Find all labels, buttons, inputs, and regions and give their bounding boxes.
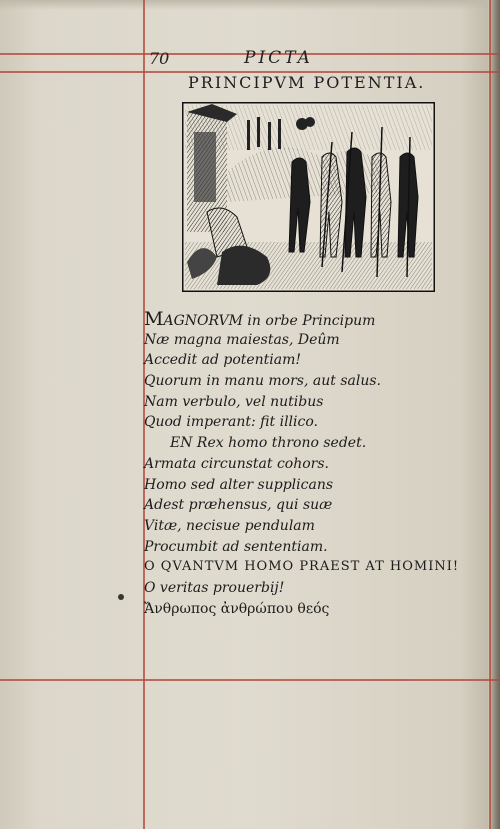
verse-line-10: Adest præhensus, qui suæ — [144, 497, 333, 514]
verse-line-12: Procumbit ad sententiam. — [144, 538, 328, 555]
verse-line-14: O veritas prouerbij! — [144, 579, 285, 596]
woodcut-illustration — [182, 102, 435, 292]
verse-line-4: Quorum in manu mors, aut salus. — [144, 373, 381, 390]
emblem-title: PRINCIPVM POTENTIA. — [188, 73, 426, 92]
verse-line-7: EN Rex homo throno sedet. — [170, 435, 367, 452]
verse-line-1-text: AGNORVM in orbe Principum — [163, 313, 376, 329]
running-title: PICTA — [244, 48, 313, 68]
verse-block — [144, 309, 496, 619]
page-top-shadow — [0, 0, 500, 10]
verse-line-9: Homo sed alter supplicans — [144, 476, 334, 493]
verse-line-1 — [144, 309, 496, 330]
ink-spot — [118, 594, 124, 600]
red-rule-bottom — [0, 679, 500, 681]
greek-proverb: Ἄνθρωπος ἀνθρώπου θεός — [144, 600, 330, 617]
verse-line-6: Quod imperant: fit illico. — [144, 414, 318, 431]
initial-letter: M — [144, 308, 164, 330]
verse-line-11: Vitæ, necisue pendulam — [144, 517, 315, 534]
verse-line-3: Accedit ad potentiam! — [144, 352, 302, 369]
verse-line-13: O QVANTVM HOMO PRAEST AT HOMINI! — [144, 559, 460, 575]
verse-line-2: Næ magna maiestas, Deûm — [144, 331, 340, 348]
page-number: 70 — [149, 49, 170, 68]
verse-line-5: Nam verbulo, vel nutibus — [144, 393, 324, 410]
verse-line-8: Armata circunstat cohors. — [144, 455, 330, 472]
